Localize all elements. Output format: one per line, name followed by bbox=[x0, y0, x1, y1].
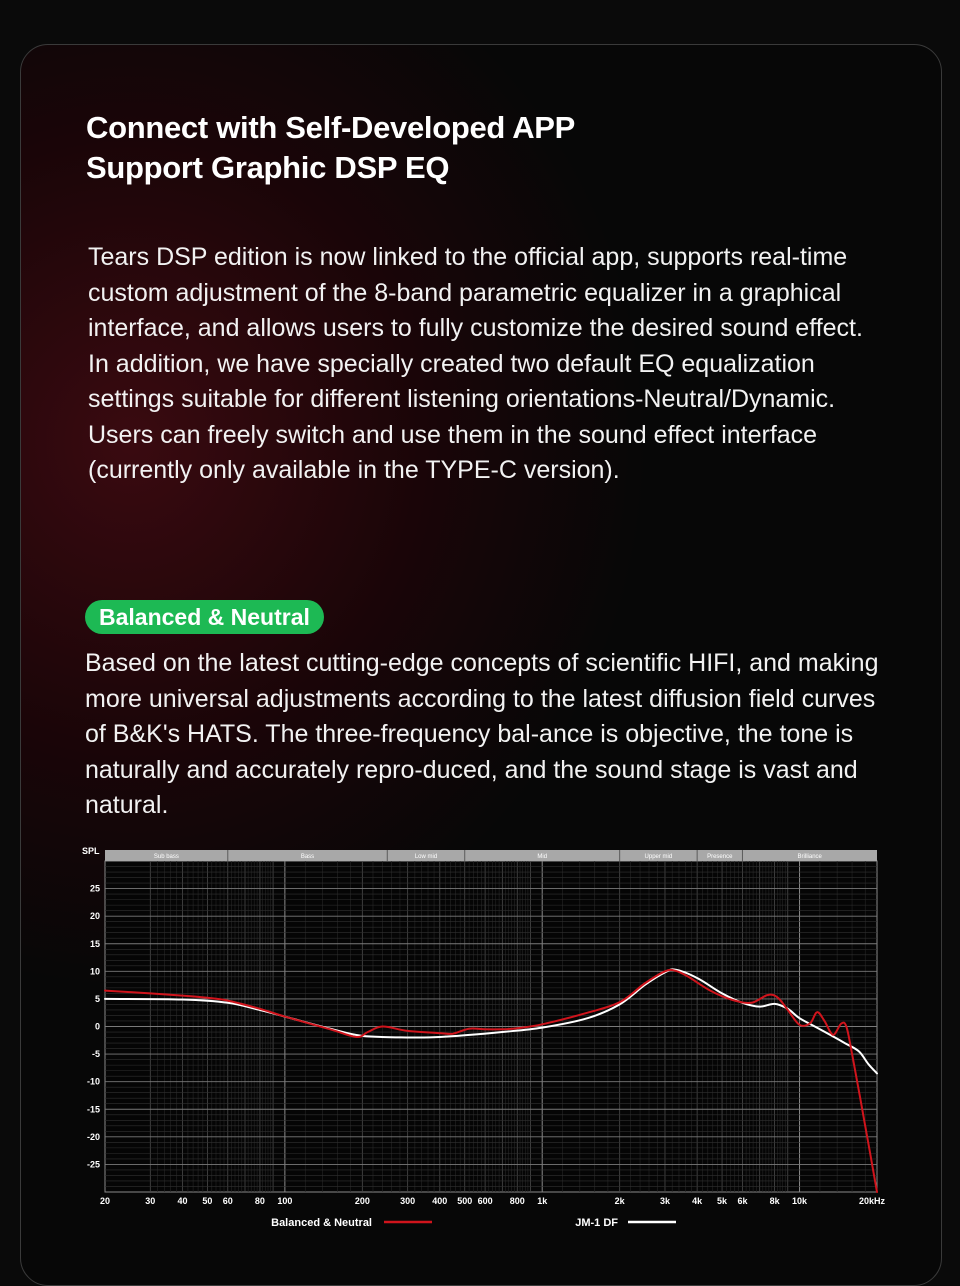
x-tick-label: 8k bbox=[769, 1196, 780, 1206]
y-tick-label: -10 bbox=[86, 1076, 100, 1087]
x-tick-label: 500 bbox=[457, 1196, 473, 1206]
x-tick-label: 30 bbox=[145, 1196, 156, 1206]
frequency-response-chart bbox=[0, 838, 960, 1238]
band-label: Sub bass bbox=[153, 854, 179, 860]
x-tick-label: 40 bbox=[177, 1196, 188, 1206]
chart-legend bbox=[271, 1217, 676, 1229]
y-tick-label: 20 bbox=[89, 911, 100, 922]
x-tick-label: 10k bbox=[792, 1196, 808, 1206]
x-tick-label: 50 bbox=[202, 1196, 213, 1206]
y-tick-label: -5 bbox=[91, 1049, 100, 1060]
y-tick-label: 0 bbox=[94, 1021, 100, 1032]
x-tick-label: 4k bbox=[692, 1196, 703, 1206]
chart-band-bar bbox=[105, 850, 877, 861]
y-tick-label: 10 bbox=[89, 966, 100, 977]
x-tick-label: 6k bbox=[737, 1196, 748, 1206]
y-tick-label: 25 bbox=[89, 883, 100, 894]
intro-paragraph: Tears DSP edition is now linked to the official app, supports real-time custom adjustment of the 8-band parametric equalizer in a graphical interface, and allows users to fully customize the desired sound effect. In addition, we have specially created two default EQ equalization settings suitable for different listening orientations-Neutral/Dynamic. Users can freely switch and use them in the sound effect interface (currently only available in the TYPE-C version). bbox=[88, 243, 863, 484]
x-tick-label: 80 bbox=[254, 1196, 265, 1206]
band-label: Upper mid bbox=[644, 854, 673, 860]
x-tick-label: 200 bbox=[354, 1196, 370, 1206]
x-tick-label: 5k bbox=[717, 1196, 728, 1206]
band-label: Presence bbox=[707, 854, 733, 860]
headline-line-2: Support Graphic DSP EQ bbox=[86, 150, 450, 185]
x-tick-label: 800 bbox=[509, 1196, 525, 1206]
y-tick-label: -25 bbox=[86, 1159, 100, 1170]
x-tick-label: 3k bbox=[659, 1196, 670, 1206]
band-label: Bass bbox=[300, 854, 315, 860]
frequency-response-svg bbox=[0, 838, 960, 1238]
eq-mode-badge: Balanced & Neutral bbox=[85, 600, 324, 634]
y-tick-label: 5 bbox=[94, 993, 100, 1004]
band-label: Low mid bbox=[414, 854, 438, 860]
legend-label: Balanced & Neutral bbox=[271, 1217, 372, 1229]
band-label: Brilliance bbox=[797, 854, 822, 860]
chart-y-axis bbox=[87, 884, 100, 1170]
chart-y-label: SPL bbox=[82, 846, 100, 856]
band-bar-background bbox=[105, 850, 877, 861]
y-tick-label: 15 bbox=[89, 938, 100, 949]
chart-grid bbox=[105, 861, 877, 1192]
headline-line-1: Connect with Self-Developed APP bbox=[86, 110, 576, 145]
eq-mode-description: Based on the latest cutting-edge concepts of scientific HIFI, and making more universal adjustments according to the latest diffusion field curves of B&K's HATS. The three-frequency bal-ance is objective, the tone is naturally and accurately repro-duced, and the sound stage is vast and natural. bbox=[85, 649, 879, 819]
x-tick-label: 400 bbox=[432, 1196, 448, 1206]
x-tick-label: 100 bbox=[277, 1196, 293, 1206]
band-label: Mid bbox=[537, 854, 548, 860]
page-headline bbox=[86, 108, 575, 188]
x-tick-label: 600 bbox=[477, 1196, 493, 1206]
legend-label: JM-1 DF bbox=[575, 1217, 618, 1229]
x-tick-label: 60 bbox=[222, 1196, 233, 1206]
x-tick-label: 2k bbox=[614, 1196, 625, 1206]
y-tick-label: -20 bbox=[86, 1131, 100, 1142]
chart-x-axis bbox=[100, 1196, 886, 1206]
x-tick-label: 300 bbox=[400, 1196, 416, 1206]
x-tick-label: 1k bbox=[537, 1196, 548, 1206]
y-tick-label: -15 bbox=[86, 1104, 100, 1115]
x-tick-label: 20 bbox=[99, 1196, 111, 1206]
x-tick-label: 20kHz bbox=[858, 1196, 886, 1206]
